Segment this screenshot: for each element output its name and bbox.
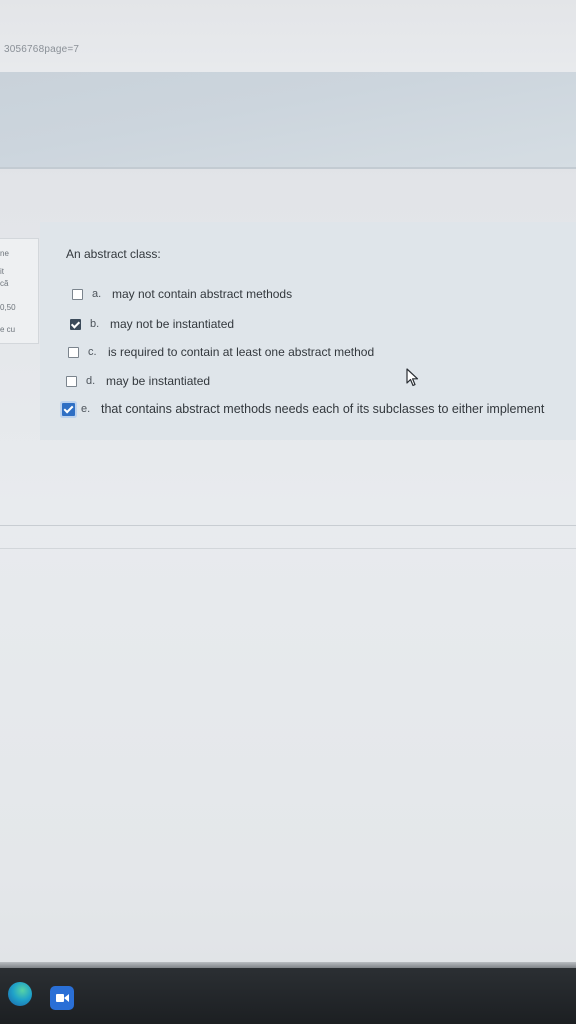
checkbox-c[interactable] (68, 347, 79, 358)
question-text: An abstract class: (66, 247, 161, 261)
option-c[interactable] (68, 345, 374, 359)
browser-toolbar (0, 0, 576, 73)
meet-icon[interactable] (50, 986, 74, 1010)
option-e[interactable] (62, 402, 544, 416)
info-line-1: ne (0, 249, 9, 258)
edge-icon[interactable] (8, 982, 32, 1006)
taskbar (0, 968, 576, 1024)
question-info-panel (0, 238, 39, 344)
info-line-4: 0,50 (0, 303, 16, 312)
question-panel (40, 222, 576, 440)
content-divider (0, 525, 576, 526)
option-a[interactable] (72, 287, 292, 301)
header-divider (0, 167, 576, 169)
mouse-cursor-icon (406, 368, 420, 388)
option-letter: b. (90, 318, 100, 330)
option-letter: d. (86, 375, 96, 387)
checkbox-a[interactable] (72, 289, 83, 300)
info-line-2: it (0, 267, 4, 276)
option-letter: a. (92, 288, 102, 300)
option-d[interactable] (66, 374, 210, 388)
page-header-banner (0, 72, 576, 167)
address-bar-url[interactable]: 3056768page=7 (4, 44, 80, 55)
checkbox-b[interactable] (70, 319, 81, 330)
info-line-5: e cu (0, 325, 16, 334)
option-text: may be instantiated (106, 374, 211, 388)
content-divider (0, 548, 576, 549)
option-text: is required to contain at least one abstract method (108, 345, 375, 359)
option-letter: e. (81, 403, 91, 415)
option-text: may not contain abstract methods (112, 287, 293, 301)
option-text: that contains abstract methods needs each of its subclasses to either implement (101, 402, 545, 416)
checkbox-e[interactable] (62, 403, 75, 416)
checkbox-d[interactable] (66, 376, 77, 387)
option-b[interactable] (70, 317, 234, 331)
option-text: may not be instantiated (110, 317, 235, 331)
info-line-3: cã (0, 279, 9, 288)
option-letter: c. (88, 346, 97, 358)
